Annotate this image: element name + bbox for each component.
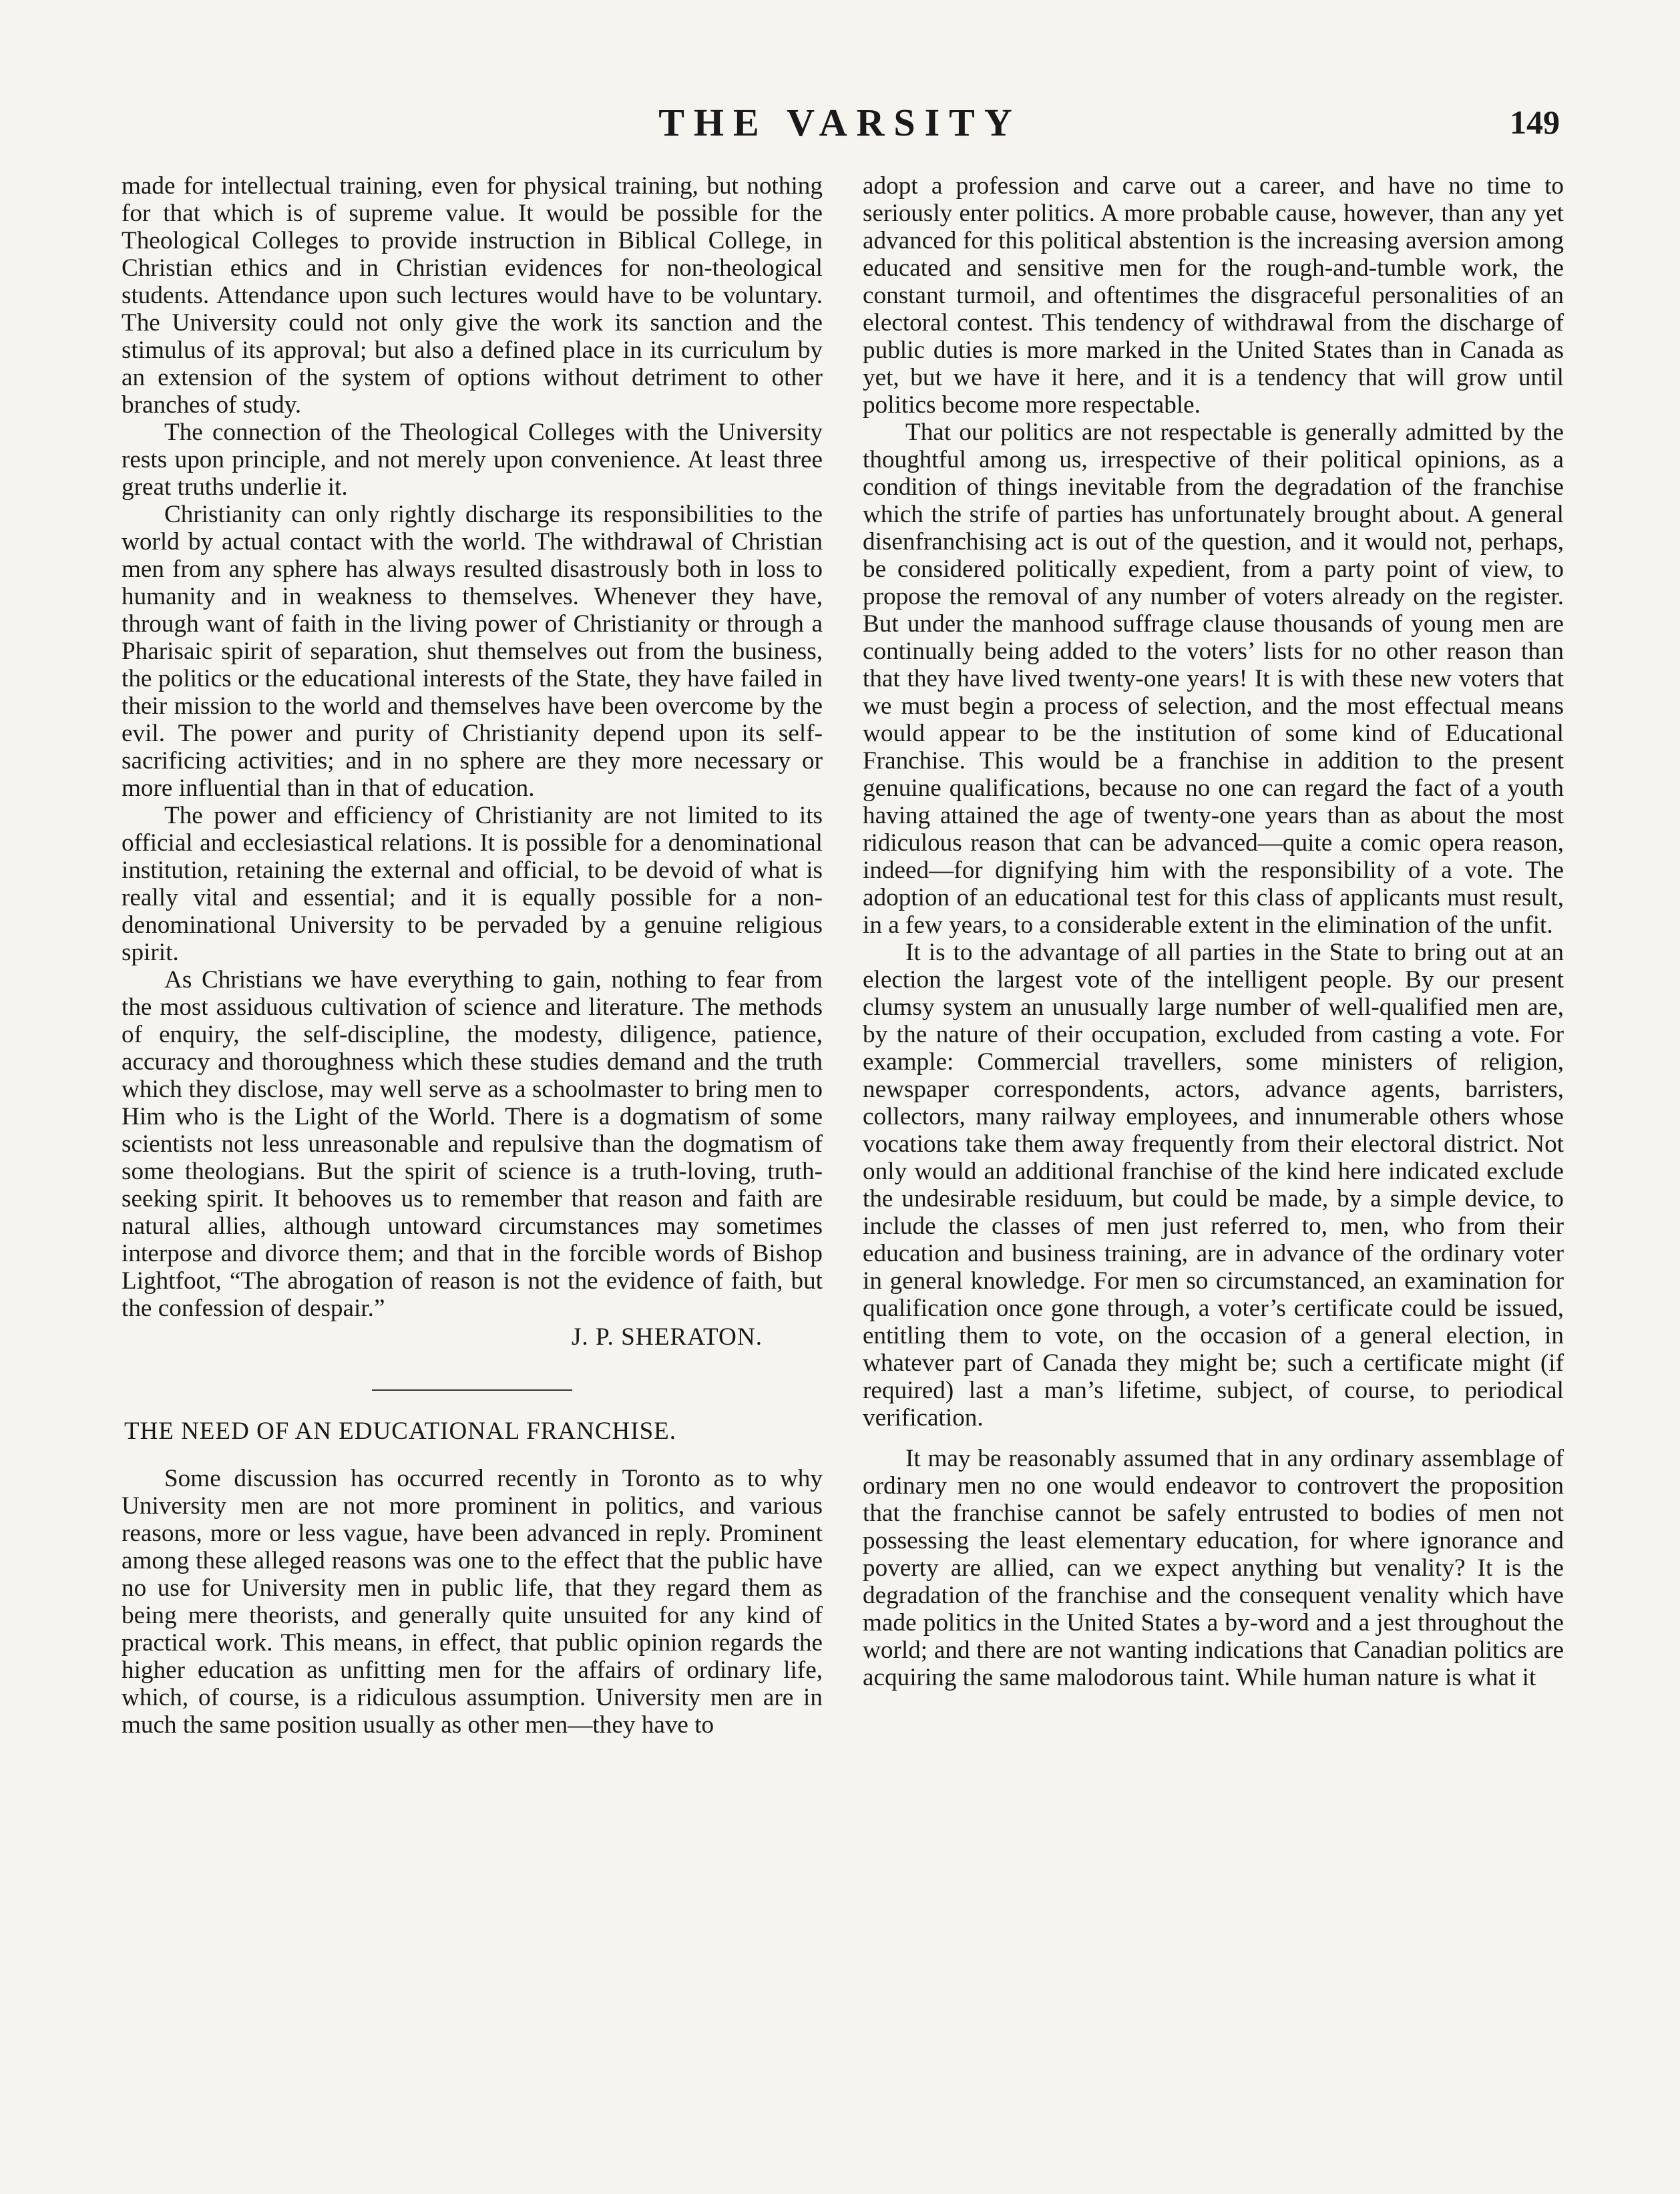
left-paragraph-5: As Christians we have everything to gain, nothing to fear from the most assiduous cultivation of science and literature. The methods of enquiry, the self-discipline, the modesty, diligence, patience, accuracy and thoroughness which these studies demand and the truth which they disclose, may well serve as a schoolmaster to bring men to Him who is the Light of the World. There is a dogmatism of some scientists not less unreasonable and repulsive than the dogmatism of some theologians. But the spirit of science is a truth-loving, truth-seeking spirit. It behooves us to remember that reason and faith are natural allies, although untoward circumstances may sometimes interpose and divorce them; and that in the forcible words of Bishop Lightfoot, “The abrogation of reason is not the evidence of faith, but the confession of despair.”	[122, 966, 823, 1322]
section-heading: THE NEED OF AN EDUCATIONAL FRANCHISE.	[124, 1417, 677, 1445]
page-header	[0, 100, 1680, 160]
left-paragraph-4: The power and efficiency of Christianity are not limited to its official and ecclesiastical relations. It is possible for a denominational institution, retaining the external and official, to be devoid of what is really vital and essential; and it is equally possible for a non-denominational University to be pervaded by a genuine religious spirit.	[122, 802, 823, 966]
left-paragraph-1: made for intellectual training, even for physical training, but nothing for that which is of supreme value. It would be possible for the Theological Colleges to provide instruction in Biblical College, in Christian ethics and in Christian evidences for non-theological students. Attendance upon such lectures would have to be voluntary. The University could not only give the work its sanction and the stimulus of its approval; but also a defined place in its curriculum by an extension of the system of options without detriment to other branches of study.	[122, 172, 823, 419]
right-paragraph-1: adopt a profession and carve out a career, and have no time to seriously enter politics. A more probable cause, however, than any yet advanced for this political abstention is the increasing aversion among educated and sensitive men for the rough-and-tumble work, the constant turmoil, and oftentimes the disgraceful personalities of an electoral contest. This tendency of withdrawal from the discharge of public duties is more marked in the United States than in Canada as yet, but we have it here, and it is a tendency that will grow until politics become more respectable.	[863, 172, 1564, 419]
left-column	[122, 172, 823, 1739]
right-column	[863, 172, 1564, 1691]
right-paragraph-2: That our politics are not respectable is generally admitted by the thoughtful among us, irrespective of their political opinions, as a condition of things inevitable from the degradation of the franchise which the strife of parties has unfortunately brought about. A general disenfranchising act is out of the question, and it would not, perhaps, be considered politically expedient, from a party point of view, to propose the removal of any number of voters already on the register. But under the manhood suffrage clause thousands of young men are continually being added to the voters’ lists for no other reason than that they have lived twenty-one years! It is with these new voters that we must begin a process of selection, and the most effectual means would appear to be the institution of some kind of Educational Franchise. This would be a franchise in addition to the present genuine qualifications, because no one can regard the fact of a youth having attained the age of twenty-one years than as about the most ridiculous reason that can be advanced—quite a comic opera reason, indeed—for dignifying him with the responsibility of a vote. The adoption of an educational test for this class of applicants must result, in a few years, to a considerable extent in the elimination of the unfit.	[863, 419, 1564, 939]
left-paragraph-2: The connection of the Theological Colleges with the University rests upon principle, and not merely upon convenience. At least three great truths underlie it.	[122, 419, 823, 501]
page-number: 149	[1510, 103, 1560, 141]
running-title: THE VARSITY	[658, 101, 1022, 144]
paragraph-gap	[863, 1432, 1564, 1445]
right-paragraph-4: It may be reasonably assumed that in any ordinary assemblage of ordinary men no one would endeavor to controvert the proposition that the franchise cannot be safely entrusted to bodies of men not possessing the least elementary education, for where ignorance and poverty are allied, can we expect anything but venality? It is the degradation of the franchise and the consequent venality which have made politics in the United States a by-word and a jest throughout the world; and there are not wanting indications that Canadian politics are acquiring the same malodorous taint. While human nature is what it	[863, 1445, 1564, 1691]
right-paragraph-3: It is to the advantage of all parties in the State to bring out at an election the largest vote of the intelligent people. By our present clumsy system an unusually large number of well-qualified men are, by the nature of their occupation, excluded from casting a vote. For example: Commercial travellers, some ministers of religion, newspaper correspondents, actors, advance agents, barristers, collectors, many railway employees, and innumerable others whose vocations take them away frequently from their electoral district. Not only would an additional franchise of the kind here indicated exclude the undesirable residuum, but could be made, by a simple device, to include the classes of men just referred to, men, who from their education and business training, are in advance of the ordinary voter in general knowledge. For men so circumstanced, an examination for qualification once gone through, a voter’s certificate could be issued, entitling them to vote, on the occasion of a general election, in whatever part of Canada they might be; such a certificate might (if required) last a man’s lifetime, subject, of course, to periodical verification.	[863, 939, 1564, 1432]
left-paragraph-3: Christianity can only rightly discharge its responsibilities to the world by actual contact with the world. The withdrawal of Christian men from any sphere has always resulted disastrously both in loss to humanity and in weakness to themselves. Whenever they have, through want of faith in the living power of Christianity or through a Pharisaic spirit of separation, shut themselves out from the business, the politics or the educational interests of the State, they have failed in their mission to the world and themselves have been overcome by the evil. The power and purity of Christianity depend upon its self-sacrificing activities; and in no sphere are they more necessary or more influential than in that of education.	[122, 501, 823, 802]
left-paragraph-6: Some discussion has occurred recently in Toronto as to why University men are not more prominent in politics, and various reasons, more or less vague, have been advanced in reply. Prominent among these alleged reasons was one to the effect that the public have no use for University men in public life, that they regard them as being mere theorists, and generally quite unsuited for any kind of practical work. This means, in effect, that public opinion regards the higher education as unfitting men for the affairs of ordinary life, which, of course, is a ridiculous assumption. University men are in much the same position usually as other men—they have to	[122, 1465, 823, 1739]
author-signature: J. P. SHERATON.	[571, 1323, 763, 1351]
section-divider	[372, 1389, 572, 1391]
